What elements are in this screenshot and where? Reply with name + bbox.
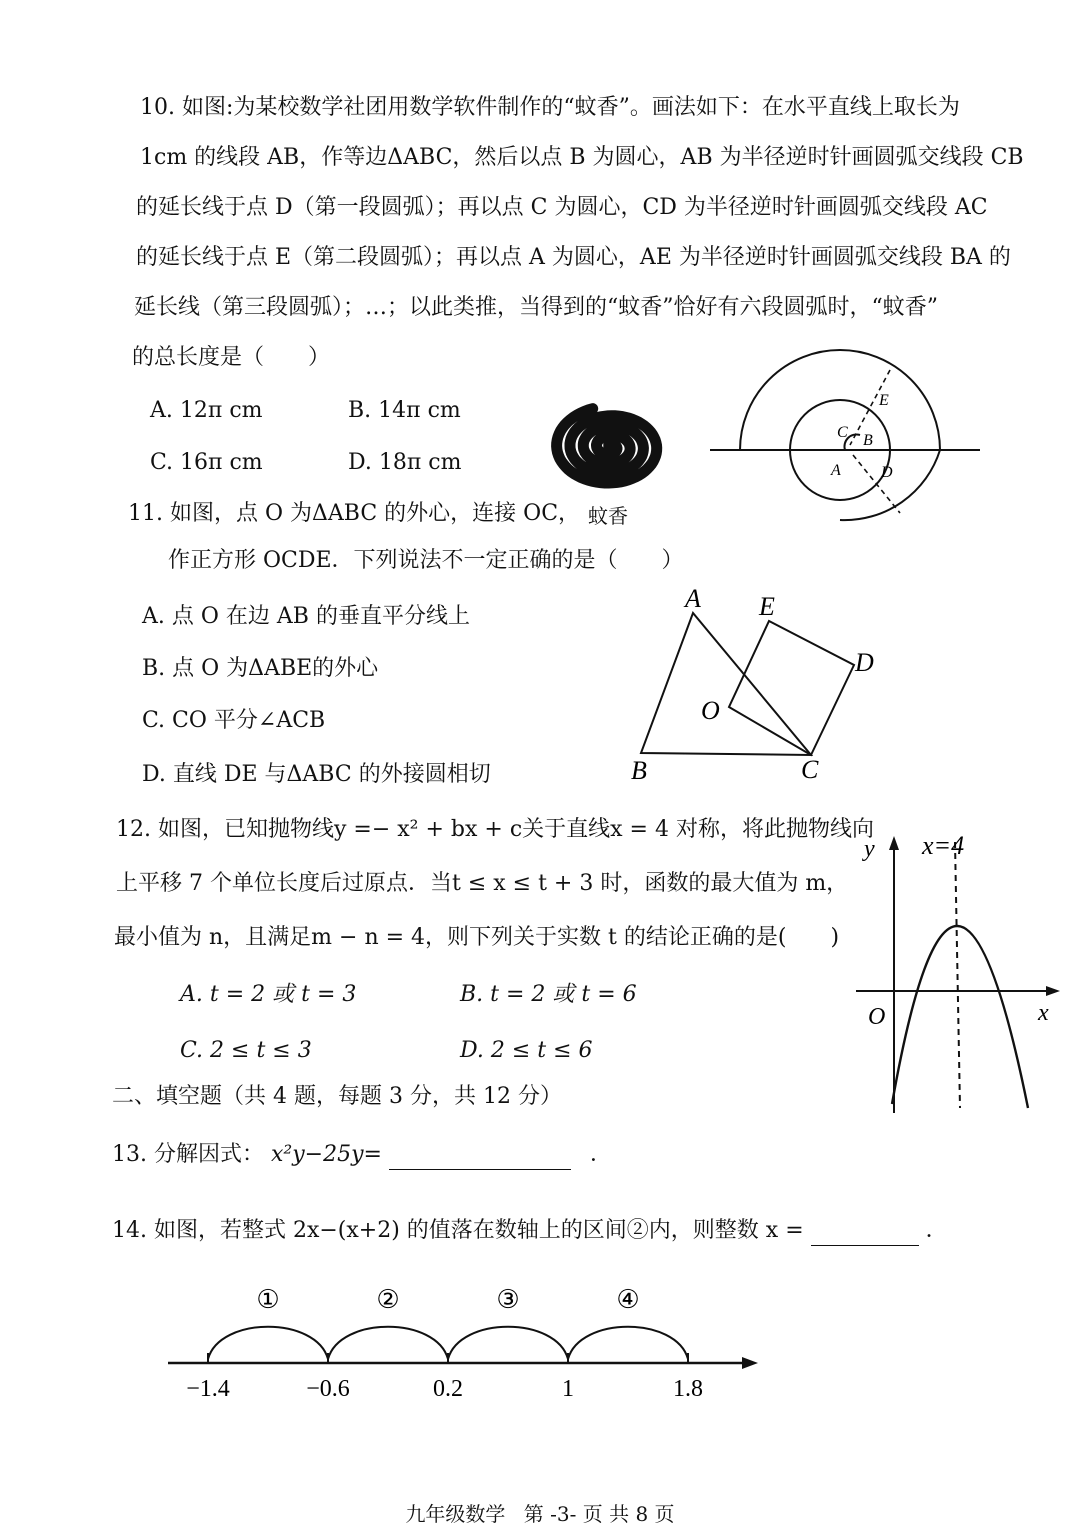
q10-line-1: 10. 如图:为某校数学社团用数学软件制作的“蚊香”。画法如下：在水平直线上取长为 xyxy=(140,95,960,120)
number-line-interval-label: ③ xyxy=(496,1285,520,1315)
number-line-interval-arc xyxy=(208,1327,328,1359)
number-line-interval-arc xyxy=(448,1327,568,1359)
q10-label-e: E xyxy=(879,392,889,409)
q12-parabola-graph xyxy=(850,828,1065,1118)
coil-spiral xyxy=(557,409,657,483)
footer-subject: 九年级数学 xyxy=(405,1502,506,1526)
q11-label-a: A xyxy=(685,584,701,613)
graph-origin-label: O xyxy=(868,1004,886,1030)
number-line-interval-label: ② xyxy=(376,1285,400,1315)
number-line-tick-label: −1.4 xyxy=(186,1376,230,1402)
q14-suffix: ． xyxy=(925,1218,948,1243)
q13-expression: x²y−25y= xyxy=(270,1142,382,1167)
number-line-tick-label: −0.6 xyxy=(306,1376,350,1402)
q10-arc-figure xyxy=(705,335,985,535)
q11-option-b: B. 点 O 为ΔABE的外心 xyxy=(142,656,379,681)
number-line-interval-label: ④ xyxy=(616,1285,640,1315)
q12-option-b: B. t = 2 或 t = 6 xyxy=(460,982,637,1007)
graph-axis-label: x=4 xyxy=(922,831,965,860)
q13-line xyxy=(112,1140,612,1170)
q11-option-c: C. CO 平分∠ACB xyxy=(142,708,326,733)
coil-caption: 蚊香 xyxy=(588,504,628,528)
number-line-interval-label: ① xyxy=(256,1285,280,1315)
number-line-figure xyxy=(160,1280,780,1410)
q11-square-figure xyxy=(625,585,885,785)
mosquito-coil-figure xyxy=(510,385,710,505)
q11-label-d: D xyxy=(855,648,874,677)
q11-line-2: 作正方形 OCDE．下列说法不一定正确的是（ ） xyxy=(168,548,684,573)
graph-y-label: y xyxy=(864,836,875,862)
page-footer xyxy=(0,1498,1080,1527)
section-2-heading: 二、填空题（共 4 题，每题 3 分，共 12 分） xyxy=(112,1084,562,1109)
q10-line-6: 的总长度是（ ） xyxy=(132,345,331,370)
q11-label-b: B xyxy=(631,756,647,785)
q10-label-a: A xyxy=(831,462,841,479)
number-line-interval-arc xyxy=(328,1327,448,1359)
q14-answer-blank[interactable] xyxy=(811,1221,919,1246)
number-line-interval-arc xyxy=(568,1327,688,1359)
q10-option-a: A. 12π cm xyxy=(150,398,263,423)
q11-option-a: A. 点 O 在边 AB 的垂直平分线上 xyxy=(142,604,470,629)
q11-line-1: 11. 如图，点 O 为ΔABC 的外心，连接 OC， xyxy=(128,501,581,526)
q12-line-3: 最小值为 n，且满足m − n = 4，则下列关于实数 t 的结论正确的是( ) xyxy=(114,925,840,950)
q12-option-d: D. 2 ≤ t ≤ 6 xyxy=(460,1038,593,1063)
graph-x-label: x xyxy=(1038,1000,1049,1026)
q14-text: 14. 如图，若整式 2x−(x+2) 的值落在数轴上的区间②内，则整数 x = xyxy=(112,1218,804,1243)
q10-label-b: B xyxy=(863,432,873,449)
q10-option-b: B. 14π cm xyxy=(348,398,461,423)
q10-line-2: 1cm 的线段 AB，作等边ΔABC，然后以点 B 为圆心，AB 为半径逆时针画圆弧交线段 CB xyxy=(140,145,1024,170)
number-line-tick-label: 1.8 xyxy=(673,1376,703,1402)
q10-line-4: 的延长线于点 E（第二段圆弧）；再以点 A 为圆心，AE 为半径逆时针画圆弧交线段 BA 的 xyxy=(136,245,1011,270)
q10-label-d: D xyxy=(881,464,893,481)
q10-line-3: 的延长线于点 D（第一段圆弧）；再以点 C 为圆心，CD 为半径逆时针画圆弧交线段 AC xyxy=(136,195,988,220)
q10-option-d: D. 18π cm xyxy=(348,450,462,475)
q11-label-e: E xyxy=(759,592,775,621)
q12-line-1: 12. 如图，已知抛物线y =− x² + bx + c关于直线x = 4 对称，将此抛物线向 xyxy=(116,817,874,842)
q10-line-5: 延长线（第三段圆弧）；…；以此类推，当得到的“蚊香”恰好有六段圆弧时，“蚊香” xyxy=(134,295,938,320)
number-line-tick-label: 0.2 xyxy=(433,1376,463,1402)
q12-line-2: 上平移 7 个单位长度后过原点．当t ≤ x ≤ t + 3 时，函数的最大值为 m， xyxy=(116,871,849,896)
q11-option-d: D. 直线 DE 与ΔABC 的外接圆相切 xyxy=(142,762,491,787)
q12-option-a: A. t = 2 或 t = 3 xyxy=(180,982,357,1007)
number-line-arrow xyxy=(742,1357,758,1369)
q12-option-c: C. 2 ≤ t ≤ 3 xyxy=(180,1038,312,1063)
q13-answer-blank[interactable] xyxy=(389,1145,571,1170)
q14-line xyxy=(112,1216,948,1246)
number-line-tick-label: 1 xyxy=(562,1376,574,1402)
q13-suffix: ． xyxy=(589,1142,612,1167)
q11-label-c: C xyxy=(801,755,819,784)
q13-prefix: 13. 分解因式： xyxy=(112,1142,264,1167)
q11-label-o: O xyxy=(701,696,720,725)
q10-label-c: C xyxy=(837,424,848,441)
footer-page-number: 第 -3- 页 共 8 页 xyxy=(523,1502,675,1526)
q10-option-c: C. 16π cm xyxy=(150,450,263,475)
